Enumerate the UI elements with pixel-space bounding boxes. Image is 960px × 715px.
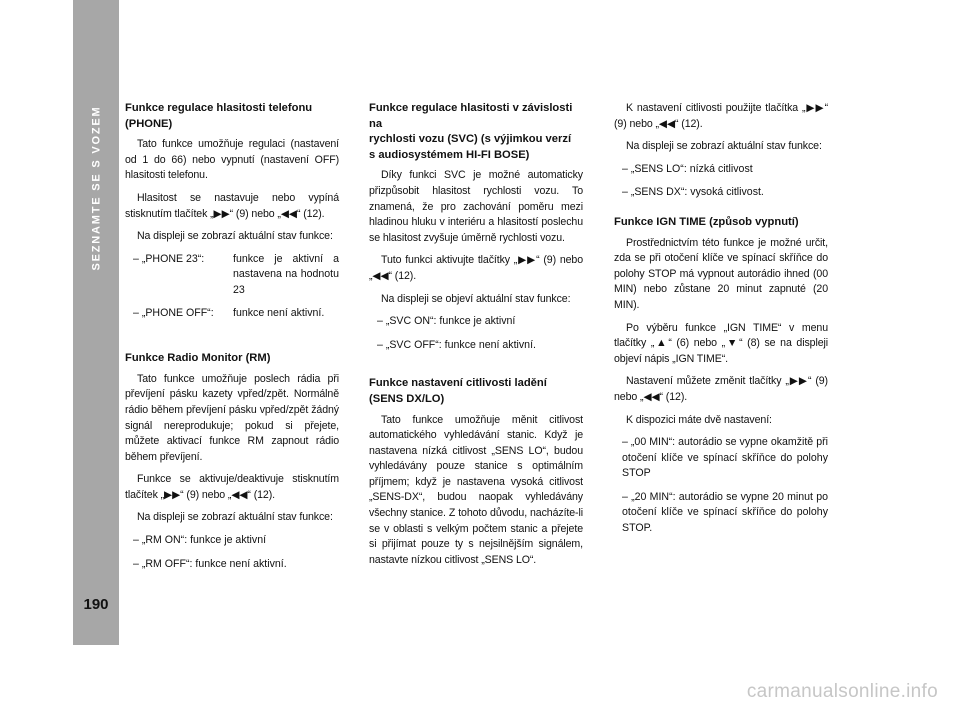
svc-off-item: – „SVC OFF“: funkce není aktivní. (377, 338, 536, 351)
rm-status: Na displeji se zobrazí aktuální stav funkce: (137, 511, 333, 524)
section-title: SEZNAMTE SE S VOZEM (90, 105, 102, 271)
column-3 (614, 101, 828, 545)
phone-status: Na displeji se zobrazí aktuální stav funkce: (137, 230, 333, 243)
ign-00-item: – „00 MIN“: autorádio se vypne okamžitě při otočení klíče ve spínací skříňce do polohy STOP (622, 436, 828, 480)
ign-menu: Po výběru funkce „IGN TIME“ v menu tlačítky „▲“ (6) nebo „▼“ (8) se na displeji objeví nápis „IGN TIME“. (614, 321, 828, 365)
ign-buttons: Nastavení můžete změnit tlačítky „▶▶“ (9) nebo „◀◀“ (12). (614, 375, 828, 403)
phone-off-key: – „PHONE OFF“: (133, 306, 214, 319)
page-number: 190 (83, 596, 109, 613)
sens-status: Na displeji se zobrazí aktuální stav funkce: (626, 140, 822, 153)
rm-on-item: – „RM ON“: funkce je aktivní (133, 534, 267, 547)
phone-intro: Tato funkce umožňuje regulaci (nastavení od 1 do 66) nebo vypnutí (nastavení OFF) hlasitosti telefonu. (125, 138, 339, 182)
rm-heading: Funkce Radio Monitor (RM) (125, 352, 271, 365)
rm-intro: Tato funkce umožňuje poslech rádia při převíjení pásku kazety vpřed/zpět. Normálně rádio během převíjení pásku vpřed/zpět žádný signál nereprodukuje; pokud si přejete, můžete aktivací funkce RM zapnout rádio během převíjení. (125, 372, 339, 463)
ign-20-item: – „20 MIN“: autorádio se vypne 20 minut po otočení klíče ve spínací skříňce do polohy STOP. (622, 490, 828, 535)
sens-intro: Tato funkce umožňuje měnit citlivost automatického vyhledávání stanic. Když je nastavena nízká citlivost „SENS LO“, budou vyhledávány pouze stanice s optimálním příjmem; když je nastavena vysoká citlivost „SENS-DX“, budou naopak vyhledávány všechny stanice. Z tohoto důvodu, nacházíte-li se v oblasti s velkým počtem stanic a přejete si přijímat pouze ty s nejsilnějším signálem, nastavte nízkou citlivost „SENS LO“. (369, 413, 583, 566)
svc-heading: Funkce regulace hlasitosti v závislosti na rychlosti vozu (SVC) (s výjimkou verzí s audiosystémem HI-FI BOSE) (369, 102, 573, 161)
ign-options: K dispozici máte dvě nastavení: (626, 413, 772, 426)
phone-on-key: – „PHONE 23“: (133, 252, 205, 265)
phone-buttons: Hlasitost se nastavuje nebo vypíná stisknutím tlačítek „▶▶“ (9) nebo „◀◀“ (12). (125, 191, 339, 220)
svc-status: Na displeji se objeví aktuální stav funkce: (381, 292, 571, 305)
sens-buttons: K nastavení citlivosti použijte tlačítka „▶▶“ (9) nebo „◀◀“ (12). (614, 102, 828, 130)
sens-lo-item: – „SENS LO“: nízká citlivost (622, 162, 753, 175)
svc-buttons: Tuto funkci aktivujte tlačítky „▶▶“ (9) nebo „◀◀“ (12). (369, 254, 583, 282)
sens-dx-item: – „SENS DX“: vysoká citlivost. (622, 186, 764, 199)
phone-states (133, 252, 339, 328)
ign-heading: Funkce IGN TIME (způsob vypnutí) (614, 215, 799, 228)
svc-intro: Díky funkci SVC je možné automaticky přizpůsobit hlasitost rychlosti vozu. To znamená, že pro zachování poměru mezi hladinou hluku v interiéru a hlasitostí poslechu se hlasitost zvyšuje úměrně rychlosti vozu. (369, 169, 583, 244)
phone-heading: Funkce regulace hlasitosti telefonu (PHONE) (125, 102, 313, 130)
phone-off-value: funkce není aktivní. (233, 306, 325, 319)
phone-on-value: funkce je aktivní a nastavena na hodnotu 23 (233, 252, 339, 296)
rm-buttons: Funkce se aktivuje/deaktivuje stisknutím tlačítek „▶▶“ (9) nebo „◀◀“ (12). (125, 473, 339, 501)
sidebar-band (73, 0, 119, 645)
rm-off-item: – „RM OFF“: funkce není aktivní. (133, 557, 287, 570)
watermark: carmanualsonline.info (746, 681, 938, 702)
column-1 (125, 101, 339, 580)
sens-heading: Funkce nastavení citlivosti ladění (SENS DX/LO) (369, 377, 547, 405)
svc-on-item: – „SVC ON“: funkce je aktivní (377, 315, 516, 328)
ign-intro: Prostřednictvím této funkce je možné určit, zda se při otočení klíče ve spínací skříňce do polohy STOP má vypnout autorádio ihned (00 MIN) nebo zůstane 20 minut zapnuté (20 MIN). (614, 236, 828, 311)
column-2 (369, 101, 583, 575)
